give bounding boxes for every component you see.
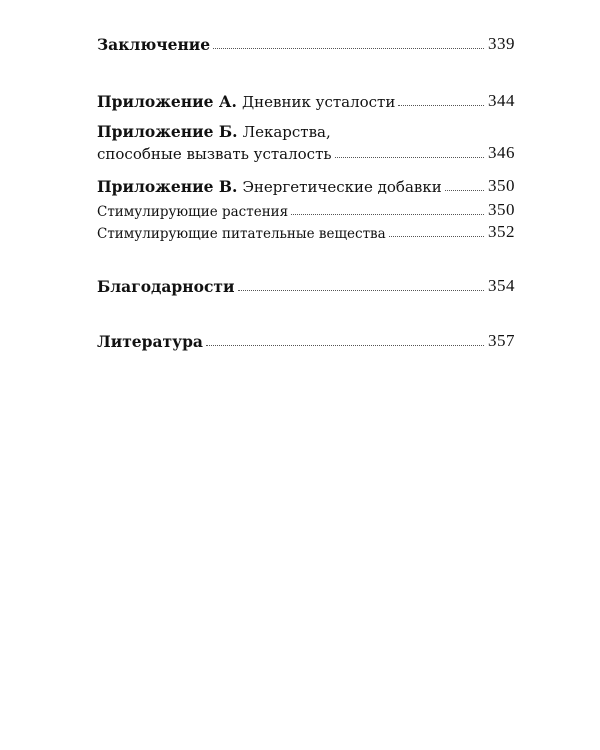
toc-entry-page: 350 xyxy=(488,176,515,195)
appendix-label: Приложение В. xyxy=(97,177,238,196)
toc-entry-title xyxy=(97,177,442,196)
toc-entry-page: 354 xyxy=(488,276,515,295)
appendix-label: Приложение Б. xyxy=(97,122,238,141)
toc-subentry-title: Стимулирующие питательные вещества xyxy=(97,226,386,242)
dot-leader xyxy=(213,47,484,49)
toc-subentry-title: Стимулирующие растения xyxy=(97,204,289,220)
dot-leader xyxy=(206,344,484,346)
toc-entry-page: 339 xyxy=(488,34,515,53)
toc-entry-title: Благодарности xyxy=(97,277,235,296)
toc-entry-conclusion[interactable] xyxy=(97,34,515,54)
appendix-title: Энергетические добавки xyxy=(242,178,442,196)
toc-entry-page: 344 xyxy=(488,91,515,110)
dot-leader xyxy=(389,235,484,237)
toc-entry-literature[interactable] xyxy=(97,331,515,351)
toc-entry-page: 346 xyxy=(488,143,515,162)
dot-leader xyxy=(445,189,484,191)
dot-leader xyxy=(335,156,484,158)
toc-entry-title xyxy=(97,92,395,111)
toc-entry-acknowledgements[interactable] xyxy=(97,276,515,296)
toc-entry-appendix-c[interactable] xyxy=(97,176,515,196)
dot-leader xyxy=(398,104,484,106)
toc-entry-title: Заключение xyxy=(97,35,211,54)
appendix-title: Лекарства, xyxy=(242,123,331,141)
appendix-label: Приложение А. xyxy=(97,92,237,111)
toc-entry-appendix-a[interactable] xyxy=(97,91,515,111)
toc-subentry-stimulating-nutrients[interactable] xyxy=(97,222,515,242)
toc-entry-page: 350 xyxy=(488,200,515,219)
appendix-b-second-line xyxy=(97,143,515,163)
appendix-title: Дневник усталости xyxy=(241,93,396,111)
toc-entry-page: 352 xyxy=(488,222,515,241)
dot-leader xyxy=(238,289,485,291)
appendix-b-first-line xyxy=(97,122,331,141)
toc-subentry-stimulating-plants[interactable] xyxy=(97,200,515,220)
dot-leader xyxy=(291,213,484,215)
toc-entry-page: 357 xyxy=(488,331,515,350)
appendix-title-continued: способные вызвать усталость xyxy=(97,145,332,163)
toc-entry-title: Литература xyxy=(97,332,203,351)
